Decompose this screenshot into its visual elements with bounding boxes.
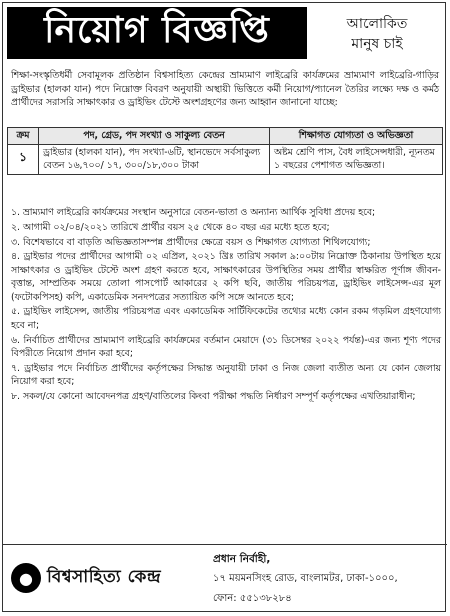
table-header-row (8, 128, 443, 145)
organization-logo (11, 556, 181, 600)
slogan-line-2: মানুষ চাই (351, 36, 403, 52)
conditions-list (11, 206, 441, 405)
logo-text: বিশ্বসাহিত্য কেন্দ্র (47, 567, 162, 587)
condition-item: ৬. নির্বাচিত প্রার্থীদের ভ্রাম্যমাণ লাইব্রেরি কার্যক্রমের বর্তমান মেয়াদে (৩১ ডিসেম্বর ২০২২ পর্যন্ত)-এর জন্য শূণ্য পদের বিপরীতে নিয়োগ প্রদান করা হবে; (11, 334, 441, 360)
table-header-qualification: শিক্ষাগত যোগ্যতা ও অভিজ্ঞতা (270, 128, 443, 145)
condition-item: ২. আগামী ০২/০৪/২০২১ তারিখে প্রার্থীর বয়স ২৫ থেকে ৪০ বছর এর মধ্যে হতে হবে; (11, 221, 330, 233)
condition-item: ৩. বিশেষভাবে বা বাড়তি অভিজ্ঞতাসম্পন্ন প্রার্থীদের ক্ষেত্রে বয়স ও শিক্ষাগত যোগ্যতা শিথিলযোগ্য; (11, 236, 371, 248)
table-cell-post: ড্রাইভার (হালকা যান), পদ সংখ্যা-৬টি, স্থানভেদে সর্বসাকুল্য বেতন ১৬,৭০০/ ১৭, ৩০০/১৮,৩০০ টাকা (39, 144, 270, 174)
notice-title: নিয়োগ বিজ্ঞপ্তি (7, 7, 307, 59)
condition-item: ৭. ড্রাইভার পদে নির্বাচিত প্রার্থীদের কর্তৃপক্ষের সিদ্ধান্ত অনুযায়ী ঢাকা ও নিজ জেলা ব্যতীত অন্য যে কোন জেলায় নিয়োগ করা হবে; (11, 362, 441, 388)
phone-number: ফোন: ৫৫১৩৮২৮৪ (213, 593, 292, 604)
table-header-post: পদ, গ্রেড, পদ সংখ্যা ও সাকুল্য বেতন (39, 128, 270, 145)
table-row (8, 144, 443, 174)
condition-item: ৪. ড্রাইভার পদের প্রার্থীদের আগামী ০২ এপ্রিল, ২০২১ খ্রিঃ তারিখ সকাল ৯:০০টায় নিম্নোক্ত ঠিকানায় উপস্থিত হয়ে সাক্ষাৎকার ও ড্রাইভিং টেস্টে অংশ গ্রহণ করতে হবে, সাক্ষাৎকারের উপস্থিতির সময় প্রার্থীর স্বাক্ষরিত পূর্ণাঙ্গ জীবন-বৃত্তান্ত, সাম্প্রতিক সময়ে তোলা পাসপোর্ট আকারের ২ কপি ছবি, জাতীয় পরিচয়পত্র, ড্রাইভিং লাইসেন্স-এর মূল (ফটোকপিসহ) কপি, একাডেমিক সনদপত্রের সত্যায়িত কপি সঙ্গে আনতে হবে; (11, 251, 441, 303)
condition-item: ১. ভ্রাম্যমাণ লাইব্রেরি কার্যক্রমের সংস্থান অনুসারে বেতন-ভাতা ও অন্যান্য আর্থিক সুবিধা প্রদেয় হবে; (11, 207, 376, 218)
footer-divider (3, 544, 447, 545)
notice-header (3, 3, 447, 65)
condition-item: ৫. ড্রাইভিং লাইসেন্স, জাতীয় পরিচয়পত্র এবং একাডেমিক সার্টিফিকেটের তথ্যের মধ্যে কোন রকম গড়মিল গ্রহণযোগ্য হবে না; (11, 306, 441, 331)
slogan-line-1: আলোকিত (346, 16, 408, 32)
notice-frame (2, 2, 446, 612)
job-table (7, 127, 443, 175)
condition-item: ৮. সকল/যে কোনো আবেদনপত্র গ্রহণ/বাতিলের কিংবা পরীক্ষা পদ্ধতি নির্ধারণ সম্পূর্ণ কর্তৃপক্ষের এখতিয়ারাধীন; (11, 391, 416, 403)
table-cell-qualification: অষ্টম শ্রেণি পাস, বৈধ লাইসেন্সধারী, ন্যূনতম ১ বছরের পেশাগত অভিজ্ঞতা। (270, 144, 443, 174)
table-header-serial: ক্রম (8, 128, 39, 145)
intro-paragraph: শিক্ষা-সংস্কৃতিধর্মী সেবামূলক প্রতিষ্ঠান বিশ্বসাহিত্য কেন্দ্রের ভ্রাম্যমাণ লাইব্রেরি কার্যক্রমের ভ্রাম্যমাণ লাইব্রেরি-গাড়ির ড্রাইভার (হালকা যান) পদে নিম্নোক্ত বিবরণ অনুযায়ী অস্থায়ী ভিত্তিতে কর্মী নিয়োগ/প্যানেল তৈরির লক্ষ্যে দক্ষ ও কর্মঠ প্রার্থীদের সরাসরি সাক্ষাৎকার ও ড্রাইভিং টেস্টে অংশগ্রহণের জন্য আহ্বান জানানো যাচ্ছে: (11, 70, 439, 108)
slogan (318, 11, 436, 57)
table-cell-serial: ১ (8, 144, 39, 174)
book-flame-icon: ● (11, 563, 41, 593)
signature-block (213, 549, 441, 609)
signatory-title: প্রধান নির্বাহী, (213, 553, 271, 565)
office-address: ১৭ ময়মনসিংহ রোড, বাংলামটর, ঢাকা-১০০০, (213, 573, 398, 584)
